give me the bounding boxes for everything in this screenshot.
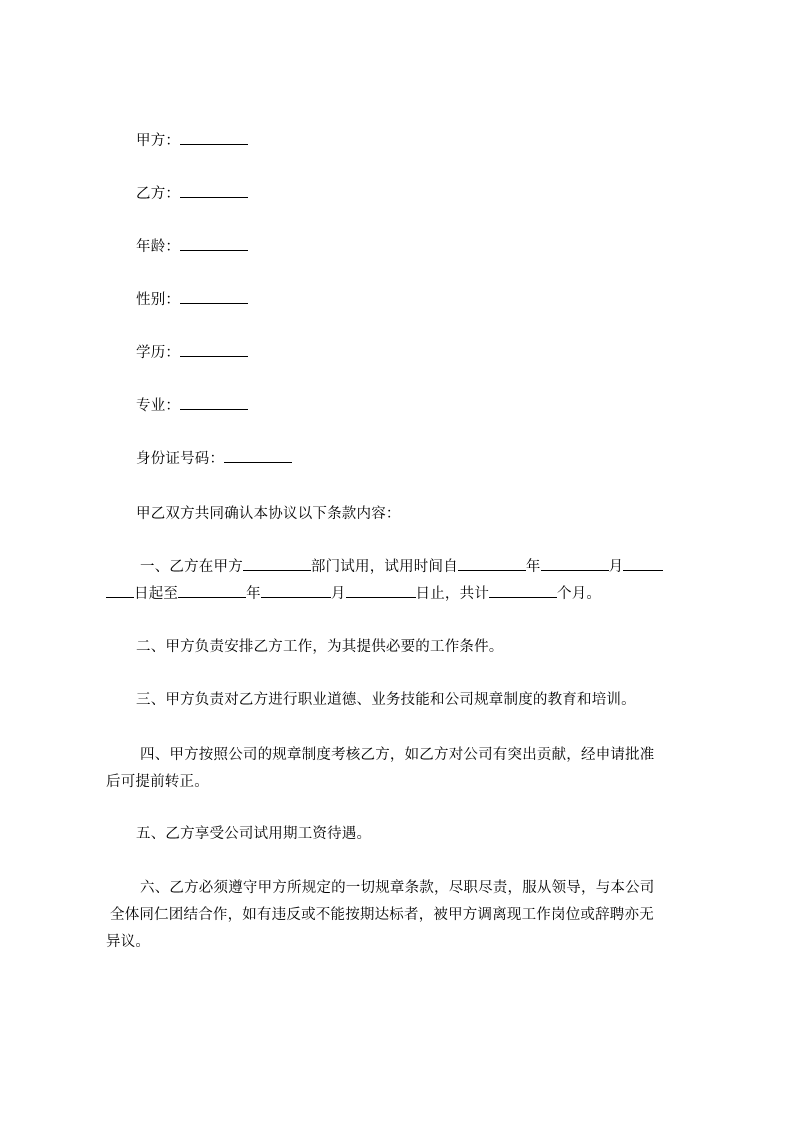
- clause-text: 年: [525, 559, 541, 575]
- field-label: 身份证号码：: [136, 451, 225, 467]
- clause-text: 日起至: [134, 586, 179, 602]
- fill-blank[interactable]: [243, 554, 311, 571]
- clause-text: 一、乙方在甲方: [140, 559, 243, 575]
- field-gender: [106, 286, 736, 314]
- intro-paragraph: [106, 500, 736, 528]
- field-label: 年龄：: [136, 239, 181, 255]
- field-label: 学历：: [136, 345, 181, 361]
- fill-blank[interactable]: [180, 287, 248, 304]
- clause-6-line-3: [106, 928, 706, 956]
- clause-text: 月: [608, 559, 624, 575]
- fill-blank[interactable]: [106, 581, 134, 598]
- fill-blank[interactable]: [224, 446, 292, 463]
- clause-1-line-2: [106, 580, 706, 608]
- clause-text: 五、乙方享受公司试用期工资待遇。: [136, 826, 372, 842]
- fill-blank[interactable]: [623, 554, 663, 571]
- fill-blank[interactable]: [489, 581, 557, 598]
- intro-text: 甲乙双方共同确认本协议以下条款内容：: [136, 506, 401, 522]
- fill-blank[interactable]: [346, 581, 416, 598]
- field-id-number: [106, 445, 736, 473]
- clause-text: 六、乙方必须遵守甲方所规定的一切规章条款，尽职尽责，服从领导，与本公司: [140, 880, 655, 896]
- clause-text: 个月。: [557, 586, 602, 602]
- fill-blank[interactable]: [541, 554, 609, 571]
- clause-text: 日止，共计: [415, 586, 490, 602]
- field-label: 性别：: [136, 292, 181, 308]
- clause-6-line-2: [106, 901, 710, 929]
- clause-4-line-2: [106, 768, 706, 796]
- clause-text: 年: [246, 586, 261, 602]
- fill-blank[interactable]: [180, 128, 248, 145]
- field-label: 专业：: [136, 398, 181, 414]
- clause-text: 二、甲方负责安排乙方工作，为其提供必要的工作条件。: [136, 639, 504, 655]
- field-education: [106, 339, 736, 367]
- fill-blank[interactable]: [178, 581, 246, 598]
- clause-text: 三、甲方负责对乙方进行职业道德、业务技能和公司规章制度的教育和培训。: [136, 692, 636, 708]
- clause-text: 月: [330, 586, 346, 602]
- fill-blank[interactable]: [180, 234, 248, 251]
- clause-1-line-1: [106, 553, 740, 581]
- field-major: [106, 392, 736, 420]
- clause-text: 后可提前转正。: [106, 774, 209, 790]
- clause-text: 全体同仁团结合作，如有违反或不能按期达标者，被甲方调离现工作岗位或辞聘亦无: [110, 907, 654, 923]
- field-label: 乙方：: [136, 186, 181, 202]
- field-party-a: [106, 127, 736, 155]
- fill-blank[interactable]: [180, 181, 248, 198]
- clause-text: 四、甲方按照公司的规章制度考核乙方，如乙方对公司有突出贡献，经申请批准: [140, 747, 655, 763]
- clause-5: [106, 820, 736, 848]
- clause-3: [106, 686, 736, 714]
- fill-blank[interactable]: [261, 581, 331, 598]
- clause-text: 异议。: [106, 934, 151, 950]
- fill-blank[interactable]: [180, 393, 248, 410]
- fill-blank[interactable]: [180, 340, 248, 357]
- clause-6-line-1: [106, 874, 740, 902]
- field-party-b: [106, 180, 736, 208]
- clause-text: 部门试用，试用时间自: [310, 559, 458, 575]
- field-label: 甲方：: [136, 133, 181, 149]
- clause-4-line-1: [106, 741, 740, 769]
- clause-2: [106, 633, 736, 661]
- field-age: [106, 233, 736, 261]
- fill-blank[interactable]: [458, 554, 526, 571]
